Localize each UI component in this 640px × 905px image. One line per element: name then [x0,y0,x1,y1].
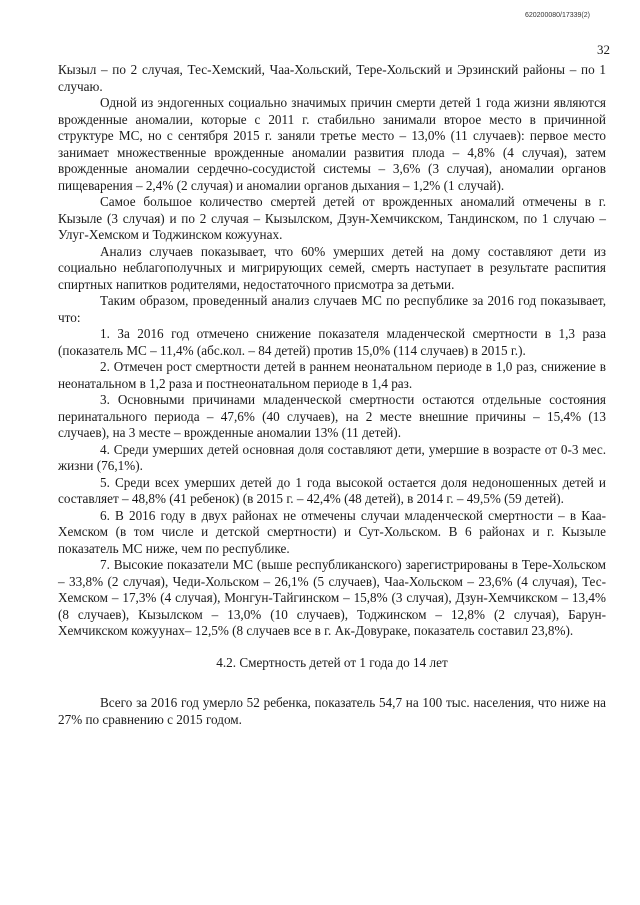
paragraph: Всего за 2016 год умерло 52 ребенка, показатель 54,7 на 100 тыс. населения, что ниже на 27% по сравнению с 2015 годом. [58,695,606,727]
body-text [58,62,606,728]
list-item: 1. За 2016 год отмечено снижение показателя младенческой смертности в 1,3 раза (показатель МС – 11,4% (абс.кол. – 84 детей) против 15,0% (114 случаев) в 2015 г.). [58,326,606,358]
page-number: 32 [597,42,610,57]
list-item: 3. Основными причинами младенческой смертности остаются отдельные состояния перинатального периода – 47,6% (40 случаев), на 2 месте внешние причины – 15,4% (13 случаев), на 3 месте – врожденные аномалии 13% (11 детей). [58,392,606,440]
paragraph: Кызыл – по 2 случая, Тес-Хемский, Чаа-Хольский, Тере-Хольский и Эрзинский районы – по 1 случаю. [58,62,606,94]
document-id: 620200080/17339(2) [524,12,590,19]
paragraph: Таким образом, проведенный анализ случаев МС по республике за 2016 год показывает, что: [58,293,606,325]
list-item: 5. Среди всех умерших детей до 1 года высокой остается доля недоношенных детей и составляет – 48,8% (41 ребенок) (в 2015 г. – 42,4% (48 детей), в 2014 г. – 49,5% (59 детей). [58,474,606,506]
section-title: 4.2. Смертность детей от 1 года до 14 лет [216,654,448,670]
list-item: 6. В 2016 году в двух районах не отмечены случаи младенческой смертности – в Каа-Хемском (в том числе и детской смертности) и Сут-Хольском. В 6 районах и г. Кызыле показатель МС ниже, чем по республике. [58,507,606,556]
list-item: 7. Высокие показатели МС (выше республиканского) зарегистрированы в Тере-Хольском – 33,8% (2 случая), Чеди-Хольском – 26,1% (5 случаев), Чаа-Хольском – 23,6% (4 случая), Тес-Хемском – 17,3% (4 случая), Монгун-Тайгинском – 15,8% (3 случая), Дзун-Хемчикском – 13,4% (8 случаев), Кызылском – 13,0% (10 случаев), Тоджинском – 12,8% (2 случая), Барун-Хемчикском кожуунах– 12,5% (8 случаев все в г. Ак-Довураке, показатель составил 23,8%). [58,557,606,638]
paragraph: Анализ случаев показывает, что 60% умерших детей на дому составляют дети из социально неблагополучных и мигрирующих семей, смерть наступает в результате распития спиртных напитков родителями, недостаточного присмотра за детьми. [58,243,606,292]
paragraph: Самое большое количество смертей детей от врожденных аномалий отмечены в г. Кызыле (3 случая) и по 2 случая – Кызылском, Дзун-Хемчикском, Тандинском, по 1 случаю – Улуг-Хемском и Тоджинском кожуунах. [58,194,606,242]
list-item: 2. Отмечен рост смертности детей в раннем неонатальном периоде в 1,0 раз, снижение в неонатальном в 1,2 раза и постнеонатальном периоде в 1,4 раз. [58,359,606,391]
list-item: 4. Среди умерших детей основная доля составляют дети, умершие в возрасте от 0-3 мес. жизни (76,1%). [58,441,606,473]
paragraph: Одной из эндогенных социально значимых причин смерти детей 1 года жизни являются врожденные аномалии, которые с 2011 г. стабильно занимали второе место в причинной структуре МС, но с сентября 2015 г. заняли третье место – 13,0% (11 случаев): первое место занимает множественные врожденные аномалии развития плода – 4,8% (4 случая), затем врожденные аномалии сердечно-сосудистой системы – 3,6% (3 случая), аномалии органов пищеварения – 2,4% (2 случая) и аномалии органов дыхания – 1,2% (1 случай). [58,95,606,193]
